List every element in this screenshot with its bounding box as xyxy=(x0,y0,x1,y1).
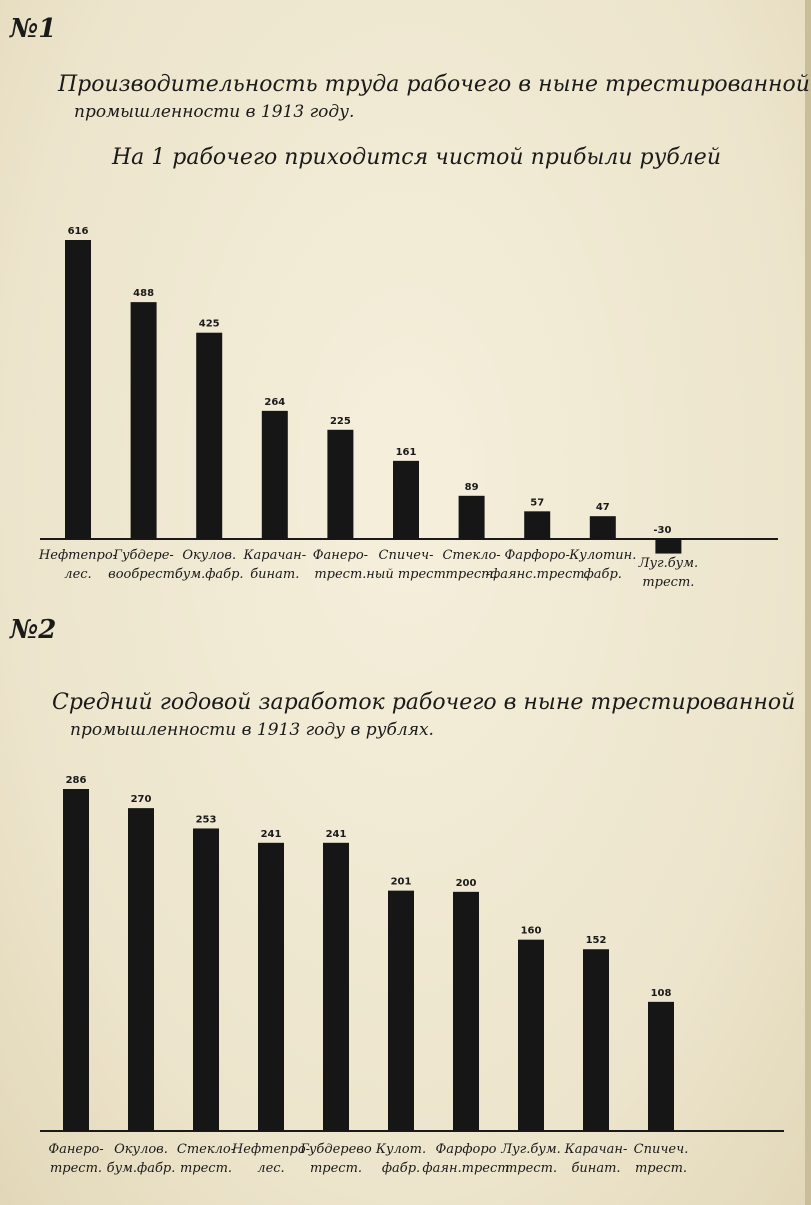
chart2-value-label-7: 200 xyxy=(455,877,477,889)
chart2-category-label-2-line-1: Окулов. xyxy=(114,1142,168,1157)
chart2-category-label-5-line-1: Губдерево xyxy=(300,1142,372,1157)
chart1-value-label-4: 264 xyxy=(264,396,286,408)
chart2-value-label-2: 270 xyxy=(130,794,152,806)
chart2-category-label-5-line-2: трест. xyxy=(309,1161,363,1176)
chart2-bar-3 xyxy=(193,828,219,1131)
chart1-category-label-3-line-1: Окулов. xyxy=(182,548,237,563)
chart2-category-label-6-line-2: фабр. xyxy=(381,1161,421,1176)
chart1-category-label-2-line-2: вообрест. xyxy=(108,567,180,582)
chart2-bar-1 xyxy=(63,789,89,1131)
chart1-category-label-6-line-2: ный трест xyxy=(366,567,446,582)
chart1-value-label-9: 47 xyxy=(595,502,610,514)
chart2-value-label-1: 286 xyxy=(65,775,87,786)
chart1-category-label-2-line-1: Губдере- xyxy=(113,548,174,563)
chart1-category-label-4-line-1: Карачан- xyxy=(243,548,307,563)
chart1-category-label-4-line-2: бинат. xyxy=(250,567,300,582)
chart1-category-label-5-line-1: Фанеро- xyxy=(312,548,369,563)
chart1-category-label-10-line-2: трест. xyxy=(642,575,695,590)
chart2-category-label-10-line-1: Спичеч. xyxy=(633,1142,689,1157)
chart1-value-label-5: 225 xyxy=(329,415,351,427)
chart1-category-label-3-line-2: бум.фабр. xyxy=(174,567,244,582)
chart1-category-label-10-line-1: Луг.бум. xyxy=(638,556,699,571)
chart2-value-label-10: 108 xyxy=(650,987,672,999)
chart2-category-label-3-line-1: Стекло- xyxy=(176,1142,236,1157)
chart2-bar-6 xyxy=(388,891,414,1131)
chart1-value-label-3: 425 xyxy=(198,318,220,330)
chart2-category-label-1-line-1: Фанеро- xyxy=(48,1142,104,1157)
chart2-bar-7 xyxy=(453,892,479,1131)
chart2-category-label-7-line-1: Фарфоро xyxy=(435,1142,497,1157)
chart2-title-line1: Средний годовой заработок рабочего в ныне трестированной xyxy=(52,690,796,715)
chart1-title-line1: Производительность труда рабочего в ныне трестированной xyxy=(58,72,810,97)
chart2-category-label-4-line-2: лес. xyxy=(257,1161,285,1176)
chart2-value-label-4: 241 xyxy=(260,828,282,840)
chart2-category-label-8-line-2: трест. xyxy=(504,1161,558,1176)
chart2-category-label-3-line-2: трест. xyxy=(179,1161,233,1176)
chart1-value-label-2: 488 xyxy=(133,288,155,300)
chart2-category-label-8-line-1: Луг.бум. xyxy=(501,1142,561,1157)
chart2-bar-8 xyxy=(518,940,544,1131)
chart2-category-label-9-line-2: бинат. xyxy=(571,1161,621,1176)
chart1-category-label-9-line-2: фабр. xyxy=(583,567,622,582)
chart1-number: №1 xyxy=(10,14,57,44)
chart2-category-label-4-line-1: Нефтепро- xyxy=(231,1142,311,1157)
chart2-number: №2 xyxy=(10,615,57,645)
chart1-category-label-1-line-2: лес. xyxy=(64,567,92,582)
chart1-value-label-6: 161 xyxy=(395,446,417,458)
chart2-category-label-1-line-2: трест. xyxy=(49,1161,103,1176)
chart2-value-label-9: 152 xyxy=(585,935,607,947)
chart1-category-label-9-line-1: Кулотин. xyxy=(569,548,637,563)
chart2-category-label-2-line-2: бум.фабр. xyxy=(106,1161,176,1176)
chart1-category-label-8-line-1: Фарфоро- xyxy=(504,548,570,563)
chart1-category-label-8-line-2: -фаянс.трест. xyxy=(485,567,589,582)
chart1-category-label-6-line-1: Спичеч- xyxy=(378,548,434,563)
chart1-category-label-1-line-1: Нефтепро- xyxy=(38,548,118,563)
chart2-bar-4 xyxy=(258,843,284,1131)
chart2-value-label-6: 201 xyxy=(390,876,412,888)
chart2-category-label-6-line-1: Кулот. xyxy=(375,1142,427,1157)
chart2-bar-2 xyxy=(128,808,154,1131)
chart2-title-line2: промышленности в 1913 году в рублях. xyxy=(70,720,434,740)
chart1-category-label-7-line-2: трест. xyxy=(445,567,498,582)
chart2-bar-9 xyxy=(583,949,609,1131)
chart1-category-label-7-line-1: Стекло- xyxy=(442,548,501,563)
chart1-subtitle: На 1 рабочего приходится чистой прибыли рублей xyxy=(112,145,721,170)
chart2-bar-5 xyxy=(323,843,349,1131)
chart2-bar-10 xyxy=(648,1002,674,1131)
chart1-value-label-10: -30 xyxy=(653,525,672,536)
chart1-value-label-7: 89 xyxy=(464,481,479,493)
chart1-category-label-5-line-2: трест. xyxy=(314,567,367,582)
chart2-category-label-9-line-1: Карачан- xyxy=(564,1142,628,1157)
chart2-value-label-8: 160 xyxy=(520,925,542,937)
chart1-title-line2: промышленности в 1913 году. xyxy=(74,102,355,122)
chart2-category-label-10-line-2: трест. xyxy=(634,1161,688,1176)
chart1-value-label-1: 616 xyxy=(67,226,89,237)
chart1-value-label-8: 57 xyxy=(530,497,545,509)
chart2-value-label-5: 241 xyxy=(325,828,347,840)
chart2-category-label-7-line-2: фаян.трест xyxy=(422,1161,510,1176)
chart2-value-label-3: 253 xyxy=(195,814,217,826)
